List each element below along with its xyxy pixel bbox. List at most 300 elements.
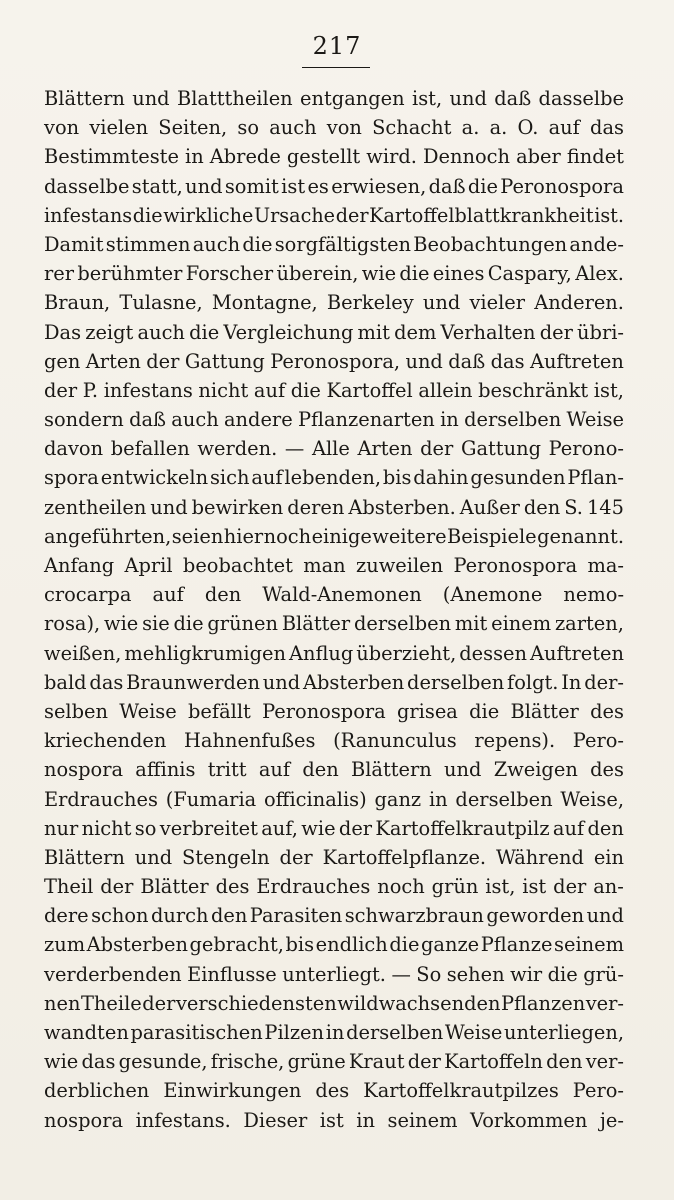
word: sich: [209, 466, 250, 490]
word: beobachtet: [182, 554, 293, 577]
word: Schacht: [372, 116, 452, 140]
word: Erdrauches: [256, 875, 371, 899]
word: Berkeley: [326, 291, 414, 315]
word: kriechenden: [44, 729, 167, 753]
word: Das: [44, 320, 82, 344]
word: und: [262, 670, 301, 694]
word: noch: [263, 524, 312, 548]
word: Gattung: [184, 349, 265, 373]
word: auf: [552, 816, 585, 840]
word: entwickeln: [100, 466, 209, 490]
word: Außer: [459, 495, 520, 519]
text-line: [44, 785, 624, 814]
word: Einwirkungen: [163, 1079, 302, 1103]
word: somit: [224, 174, 279, 198]
word: grü-: [583, 962, 624, 986]
word: ist.: [594, 203, 624, 227]
word: geworden: [486, 904, 585, 928]
word: die: [290, 378, 321, 402]
word: es: [307, 174, 329, 198]
word: derselben: [346, 1021, 444, 1044]
word: Weise,: [560, 787, 624, 811]
word: Hahnenfußes: [184, 729, 316, 753]
word: ande-: [569, 232, 624, 256]
word: ist,: [593, 378, 624, 402]
word: Während: [495, 845, 584, 869]
word: auf: [253, 378, 286, 402]
word: lebenden,: [284, 466, 381, 490]
word: auch: [192, 232, 241, 256]
word: O.: [517, 116, 539, 140]
word: schon: [91, 904, 149, 928]
text-line: [44, 405, 624, 434]
word: Blättern: [44, 87, 125, 110]
word: dahin: [413, 466, 469, 490]
word: rosa),: [44, 612, 101, 636]
word: des: [590, 699, 624, 723]
word: das: [590, 116, 624, 140]
word: in: [185, 145, 204, 169]
word: Parasiten: [249, 904, 343, 928]
word: nen: [44, 991, 81, 1015]
word: Auftreten: [529, 349, 624, 373]
word: Beispiele: [447, 524, 537, 548]
word: unterliegt.: [282, 962, 386, 986]
word: angeführten,: [44, 524, 172, 548]
word: den: [523, 495, 561, 519]
word: und: [132, 87, 170, 110]
word: Einflusse: [187, 962, 277, 986]
word: Kraut: [348, 1050, 405, 1074]
word: der: [279, 845, 313, 869]
word: zeigt: [85, 320, 134, 344]
text-line: [44, 755, 624, 784]
word: sorgfältigsten: [274, 232, 412, 256]
word: spora: [44, 466, 99, 490]
word: S.: [564, 495, 583, 519]
word: Beobachtungen: [413, 232, 568, 256]
word: dasselbe: [538, 87, 624, 110]
word: ist: [281, 174, 306, 198]
word: wir: [510, 962, 543, 986]
word: selben: [44, 699, 109, 723]
word: einige: [311, 524, 372, 548]
text-line: [44, 142, 624, 171]
word: entgangen: [300, 87, 405, 110]
word: der: [146, 349, 180, 373]
word: So: [416, 962, 442, 986]
text-line: [44, 463, 624, 492]
word: vieler: [469, 291, 526, 315]
word: des: [590, 758, 624, 782]
word: zentheilen: [44, 495, 147, 519]
word: statt,: [131, 174, 183, 198]
word: Absterben: [302, 670, 405, 694]
word: Pero-: [572, 1079, 624, 1103]
word: in: [440, 408, 459, 432]
word: seinem: [387, 1108, 458, 1132]
word: die: [173, 612, 204, 636]
word: derselben: [353, 612, 452, 636]
word: deren: [287, 495, 345, 519]
word: Kartoffelblattkrankheit: [369, 203, 594, 227]
text-line: [44, 230, 624, 259]
word: den: [210, 904, 248, 928]
word: Alex.: [575, 262, 624, 286]
word: Kartoffelkrautpilzes: [363, 1079, 559, 1103]
word: Braunwerden: [126, 670, 260, 694]
word: endlich: [315, 933, 388, 957]
word: wie: [103, 612, 139, 636]
word: daß: [494, 87, 532, 110]
text-line: [44, 580, 624, 609]
word: derselben: [455, 787, 553, 811]
word: ist: [522, 875, 547, 899]
word: Kartoffelpflanze.: [322, 845, 487, 869]
text-line: [44, 726, 624, 755]
word: 145: [586, 495, 624, 519]
word: den: [204, 583, 242, 607]
word: Theile: [80, 991, 142, 1015]
word: Seiten,: [158, 116, 228, 140]
text-line: [44, 259, 624, 288]
word: Weise: [119, 699, 177, 723]
word: ver-: [585, 1050, 624, 1074]
word: Weise: [566, 408, 624, 432]
text-line: [44, 1106, 624, 1135]
word: Abrede: [209, 145, 281, 169]
text-line: [44, 551, 624, 580]
word: der: [335, 203, 369, 227]
word: den: [587, 816, 624, 840]
word: seinem: [554, 933, 624, 957]
word: der-: [584, 670, 624, 694]
page-number: 217: [312, 32, 362, 60]
word: die: [189, 320, 220, 344]
word: des: [315, 1079, 350, 1103]
word: Peronospora: [262, 699, 386, 723]
word: daß: [428, 174, 466, 198]
word: überzieht,: [356, 641, 457, 665]
word: nemo-: [563, 583, 624, 607]
word: Forscher: [185, 262, 274, 286]
word: die: [469, 699, 500, 723]
word: Absterben.: [348, 495, 456, 519]
word: wie: [361, 262, 397, 286]
word: nospora: [44, 1108, 124, 1132]
word: dere: [44, 904, 89, 928]
body-text: [44, 84, 624, 1135]
text-line: [44, 930, 624, 959]
word: nicht: [81, 816, 132, 840]
word: Absterben: [86, 933, 188, 957]
word: in: [325, 1021, 345, 1044]
word: verderbenden: [44, 962, 182, 986]
word: gestellt: [286, 145, 361, 169]
text-line: [44, 434, 624, 463]
word: nicht: [198, 378, 249, 402]
word: Dennoch: [422, 145, 511, 169]
word: Dieser: [243, 1108, 308, 1132]
word: (Fumaria: [165, 787, 257, 811]
word: sehen: [446, 962, 505, 986]
word: Peronospora: [500, 174, 624, 198]
text-line: [44, 172, 624, 201]
word: Pilzen: [264, 1021, 325, 1044]
word: den: [302, 758, 339, 782]
word: Gattung: [460, 437, 541, 461]
word: man: [303, 554, 346, 577]
word: Blätter: [281, 612, 351, 636]
word: die: [547, 962, 578, 986]
text-line: [44, 288, 624, 317]
text-line: [44, 1047, 624, 1076]
word: infestans: [44, 203, 133, 227]
word: dessen: [459, 641, 528, 665]
word: folgt.: [507, 670, 559, 694]
word: wirkliche: [163, 203, 254, 227]
header-rule: [302, 67, 370, 68]
word: das: [490, 349, 525, 373]
word: parasitischen: [130, 1021, 263, 1044]
word: Weise: [444, 1021, 503, 1044]
word: In: [561, 670, 582, 694]
word: a.: [489, 116, 508, 140]
text-line: [44, 522, 624, 551]
word: Bestimmteste: [44, 145, 179, 169]
word: auf: [251, 466, 283, 490]
word: ganz: [374, 787, 422, 811]
word: Perono-: [548, 437, 624, 461]
word: an-: [593, 875, 624, 899]
word: Anfang: [44, 554, 115, 577]
word: —: [391, 962, 411, 986]
word: erwiesen,: [331, 174, 427, 198]
word: schwarzbraun: [344, 904, 484, 928]
word: und: [405, 349, 443, 373]
word: wandten: [44, 1021, 129, 1044]
word: Zweigen: [493, 758, 578, 782]
word: Tulasne,: [119, 291, 203, 315]
word: bald: [44, 670, 87, 694]
word: unterliegen,: [504, 1021, 624, 1044]
word: dem: [394, 320, 437, 344]
word: ma-: [587, 554, 624, 577]
word: tritt: [207, 758, 247, 782]
text-line: [44, 318, 624, 347]
word: einem: [491, 612, 552, 636]
word: ver-: [585, 991, 624, 1015]
word: Stengeln: [182, 845, 270, 869]
word: der: [553, 875, 587, 899]
word: Pflanzen: [500, 991, 586, 1015]
text-line: [44, 814, 624, 843]
word: so: [134, 816, 157, 840]
word: ist: [319, 1108, 344, 1132]
word: Ursache: [253, 203, 336, 227]
word: übri-: [577, 320, 624, 344]
word: und: [150, 495, 188, 519]
word: befällt: [188, 699, 251, 723]
word: weitere: [372, 524, 447, 548]
word: Braun,: [44, 291, 111, 315]
text-line: [44, 989, 624, 1018]
word: gebracht,: [189, 933, 284, 957]
word: Vergleichung: [223, 320, 354, 344]
text-line: [44, 493, 624, 522]
word: Theil: [44, 875, 94, 899]
word: wie: [301, 816, 336, 840]
word: wird.: [366, 145, 417, 169]
word: auf: [152, 583, 184, 607]
word: gen: [44, 349, 81, 373]
word: des: [215, 875, 250, 899]
word: Blättern: [350, 758, 432, 782]
word: so: [237, 116, 260, 140]
word: der: [100, 875, 134, 899]
word: derblichen: [44, 1079, 150, 1103]
word: das: [81, 1050, 116, 1074]
word: zuweilen: [356, 554, 444, 577]
word: —: [284, 437, 305, 461]
word: nospora: [44, 758, 124, 782]
word: in: [428, 787, 448, 811]
word: Pflanze: [480, 933, 553, 957]
word: infestans: [103, 378, 193, 402]
word: ist,: [485, 875, 516, 899]
text-line: [44, 901, 624, 930]
word: Anderen.: [534, 291, 624, 315]
word: grünen: [207, 612, 279, 636]
word: und: [422, 291, 461, 315]
word: gesunde,: [118, 1050, 208, 1074]
word: P.: [82, 378, 99, 402]
text-line: [44, 960, 624, 989]
word: auch: [269, 116, 317, 140]
word: je-: [599, 1108, 624, 1132]
text-line: [44, 843, 624, 872]
word: und: [185, 174, 223, 198]
word: andere: [224, 408, 293, 432]
word: ist,: [412, 87, 443, 110]
word: stimmen: [105, 232, 191, 256]
word: auch: [137, 320, 185, 344]
word: Caspary,: [487, 262, 572, 286]
word: frische,: [210, 1050, 285, 1074]
word: verbreitet: [159, 816, 258, 840]
word: Blatttheilen: [176, 87, 293, 110]
word: der: [142, 991, 176, 1015]
word: Peronospora,: [270, 349, 401, 373]
word: Blättern: [44, 845, 125, 869]
word: davon: [44, 437, 104, 461]
word: Auftreten: [530, 641, 624, 665]
word: überein,: [276, 262, 359, 286]
word: nur: [44, 816, 79, 840]
word: Anflug: [288, 641, 354, 665]
word: die: [399, 262, 430, 286]
word: auf: [548, 116, 580, 140]
word: verschiedensten: [175, 991, 337, 1015]
word: die: [467, 174, 498, 198]
word: grisea: [396, 699, 458, 723]
word: April: [124, 554, 173, 577]
word: eines: [432, 262, 485, 286]
word: dasselbe: [44, 174, 130, 198]
word: findet: [566, 145, 624, 169]
word: aber: [516, 145, 561, 169]
word: Pero-: [572, 729, 624, 753]
word: Arten: [85, 349, 141, 373]
word: gesunden: [470, 466, 566, 490]
text-line: [44, 1018, 624, 1047]
text-line: [44, 668, 624, 697]
text-line: [44, 872, 624, 901]
word: wildwachsenden: [337, 991, 501, 1015]
word: allein: [418, 378, 473, 402]
word: Erdrauches: [44, 787, 158, 811]
word: zum: [44, 933, 86, 957]
word: derselben: [464, 408, 562, 432]
word: (Anemone: [442, 583, 543, 607]
word: Verhalten: [440, 320, 536, 344]
word: das: [89, 670, 124, 694]
word: bis: [382, 466, 412, 490]
word: und: [134, 845, 173, 869]
word: officinalis): [264, 787, 367, 811]
word: daß: [129, 408, 166, 432]
word: ein: [593, 845, 624, 869]
word: die: [132, 203, 163, 227]
word: von: [326, 116, 362, 140]
word: mit: [454, 612, 488, 636]
word: affinis: [135, 758, 196, 782]
word: Kartoffeln: [444, 1050, 543, 1074]
word: zarten,: [554, 612, 624, 636]
text-line: [44, 639, 624, 668]
word: seien: [171, 524, 224, 548]
word: Blätter: [140, 875, 209, 899]
word: Kartoffelkrautpilz: [375, 816, 550, 840]
word: grün: [431, 875, 479, 899]
word: rer: [44, 262, 75, 286]
word: (Ranunculus: [333, 729, 457, 753]
word: durch: [150, 904, 209, 928]
word: und: [586, 904, 624, 928]
word: wie: [44, 1050, 79, 1074]
word: der: [44, 378, 78, 402]
word: hier: [223, 524, 264, 548]
text-line: [44, 84, 624, 113]
word: Wald-Anemonen: [262, 583, 422, 607]
word: repens).: [474, 729, 556, 753]
word: infestans.: [135, 1108, 231, 1132]
word: Peronospora: [453, 554, 578, 577]
word: a.: [461, 116, 480, 140]
word: Pflanzenarten: [297, 408, 435, 432]
word: die: [242, 232, 273, 256]
word: berühmter: [77, 262, 183, 286]
text-line: [44, 376, 624, 405]
word: die: [389, 933, 420, 957]
word: sondern: [44, 408, 124, 432]
word: den: [546, 1050, 583, 1074]
word: Pflan-: [567, 466, 624, 490]
word: Kartoffel: [326, 378, 413, 402]
text-line: [44, 347, 624, 376]
word: bis: [285, 933, 315, 957]
text-line: [44, 697, 624, 726]
